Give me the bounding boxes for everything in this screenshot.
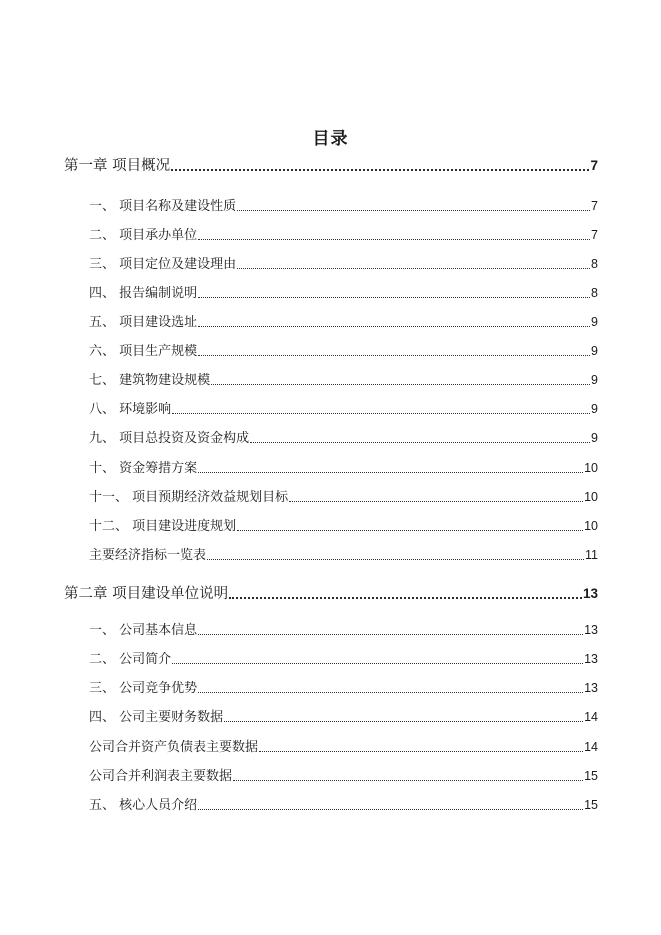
toc-title: 目录 — [312, 129, 349, 149]
toc-entry-text: 二、 公司简介 — [89, 652, 172, 667]
toc-entry-section[interactable] — [89, 428, 598, 448]
toc-entry-section[interactable] — [89, 341, 598, 361]
toc-leader-dots — [250, 441, 590, 443]
toc-leader-dots — [237, 209, 590, 211]
toc-entry-page: 11 — [585, 548, 598, 562]
toc-entry-chapter-2[interactable] — [64, 584, 598, 604]
toc-entry-text: 十二、 项目建设进度规划 — [89, 519, 237, 534]
toc-entry-text: 七、 建筑物建设规模 — [89, 373, 211, 388]
toc-entry-page: 9 — [591, 402, 598, 416]
toc-leader-dots — [172, 662, 583, 664]
toc-entry-section[interactable] — [89, 196, 598, 216]
toc-entry-text: 主要经济指标一览表 — [89, 548, 207, 563]
toc-entry-page: 9 — [591, 373, 598, 387]
toc-entry-text: 五、 项目建设选址 — [89, 315, 198, 330]
toc-entry-page: 13 — [584, 652, 598, 666]
toc-entry-text: 三、 公司竞争优势 — [89, 681, 198, 696]
toc-entry-text: 三、 项目定位及建设理由 — [89, 257, 237, 272]
toc-leader-dots — [233, 779, 583, 781]
toc-entry-section[interactable] — [89, 399, 598, 419]
toc-entry-section[interactable] — [89, 707, 598, 727]
toc-entry-section[interactable] — [89, 225, 598, 245]
toc-entry-text: 一、 项目名称及建设性质 — [89, 199, 237, 214]
toc-leader-dots — [198, 808, 583, 810]
toc-leader-dots — [259, 750, 583, 752]
toc-entry-section[interactable] — [89, 545, 598, 565]
toc-leader-dots — [198, 633, 583, 635]
toc-entry-text: 第二章 项目建设单位说明 — [64, 586, 229, 602]
toc-entry-section[interactable] — [89, 516, 598, 536]
toc-entry-section[interactable] — [89, 795, 598, 815]
toc-entry-section[interactable] — [89, 620, 598, 640]
toc-entry-page: 9 — [591, 344, 598, 358]
toc-leader-dots — [211, 383, 590, 385]
toc-entry-page: 7 — [591, 228, 598, 242]
toc-leader-dots — [198, 691, 583, 693]
toc-entry-page: 7 — [590, 158, 598, 173]
toc-entry-chapter-1[interactable] — [64, 156, 598, 176]
toc-leader-dots — [172, 412, 590, 414]
toc-entry-page: 9 — [591, 431, 598, 445]
toc-entry-page: 13 — [584, 623, 598, 637]
toc-entry-page: 7 — [591, 199, 598, 213]
toc-entry-text: 五、 核心人员介绍 — [89, 798, 198, 813]
toc-entry-page: 14 — [584, 710, 598, 724]
toc-entry-page: 13 — [584, 681, 598, 695]
toc-leader-dots — [198, 238, 590, 240]
toc-entry-text: 公司合并资产负债表主要数据 — [89, 740, 259, 755]
toc-leader-dots — [198, 354, 590, 356]
toc-entry-section[interactable] — [89, 737, 598, 757]
toc-entry-page: 8 — [591, 257, 598, 271]
toc-leader-dots — [224, 720, 583, 722]
toc-entry-page: 14 — [584, 740, 598, 754]
toc-entry-text: 六、 项目生产规模 — [89, 344, 198, 359]
toc-entry-text: 一、 公司基本信息 — [89, 623, 198, 638]
toc-entry-section[interactable] — [89, 678, 598, 698]
toc-entry-page: 9 — [591, 315, 598, 329]
toc-entry-page: 13 — [582, 586, 598, 601]
toc-entry-text: 四、 公司主要财务数据 — [89, 710, 224, 725]
toc-leader-dots — [229, 596, 582, 599]
toc-leader-dots — [198, 296, 590, 298]
toc-entry-text: 第一章 项目概况 — [64, 158, 171, 174]
toc-entry-text: 十、 资金筹措方案 — [89, 461, 198, 476]
toc-entry-text: 九、 项目总投资及资金构成 — [89, 431, 250, 446]
toc-entry-section[interactable] — [89, 312, 598, 332]
toc-entry-text: 二、 项目承办单位 — [89, 228, 198, 243]
toc-entry-page: 10 — [584, 490, 598, 504]
toc-leader-dots — [198, 325, 590, 327]
toc-leader-dots — [207, 558, 584, 560]
toc-entry-section[interactable] — [89, 649, 598, 669]
toc-entry-section[interactable] — [89, 458, 598, 478]
toc-leader-dots — [289, 500, 583, 502]
toc-entry-page: 15 — [584, 769, 598, 783]
toc-entry-page: 15 — [584, 798, 598, 812]
toc-leader-dots — [237, 529, 583, 531]
toc-leader-dots — [237, 267, 590, 269]
toc-entry-section[interactable] — [89, 487, 598, 507]
toc-entry-section[interactable] — [89, 370, 598, 390]
toc-entry-page: 10 — [584, 519, 598, 533]
toc-entry-text: 八、 环境影响 — [89, 402, 172, 417]
toc-entry-text: 公司合并利润表主要数据 — [89, 769, 233, 784]
toc-entry-text: 四、 报告编制说明 — [89, 286, 198, 301]
toc-entry-section[interactable] — [89, 254, 598, 274]
toc-entry-text: 十一、 项目预期经济效益规划目标 — [89, 490, 289, 505]
toc-leader-dots — [171, 168, 589, 171]
toc-entry-page: 10 — [584, 461, 598, 475]
toc-entry-section[interactable] — [89, 283, 598, 303]
toc-leader-dots — [198, 471, 583, 473]
toc-entry-page: 8 — [591, 286, 598, 300]
toc-entry-section[interactable] — [89, 766, 598, 786]
